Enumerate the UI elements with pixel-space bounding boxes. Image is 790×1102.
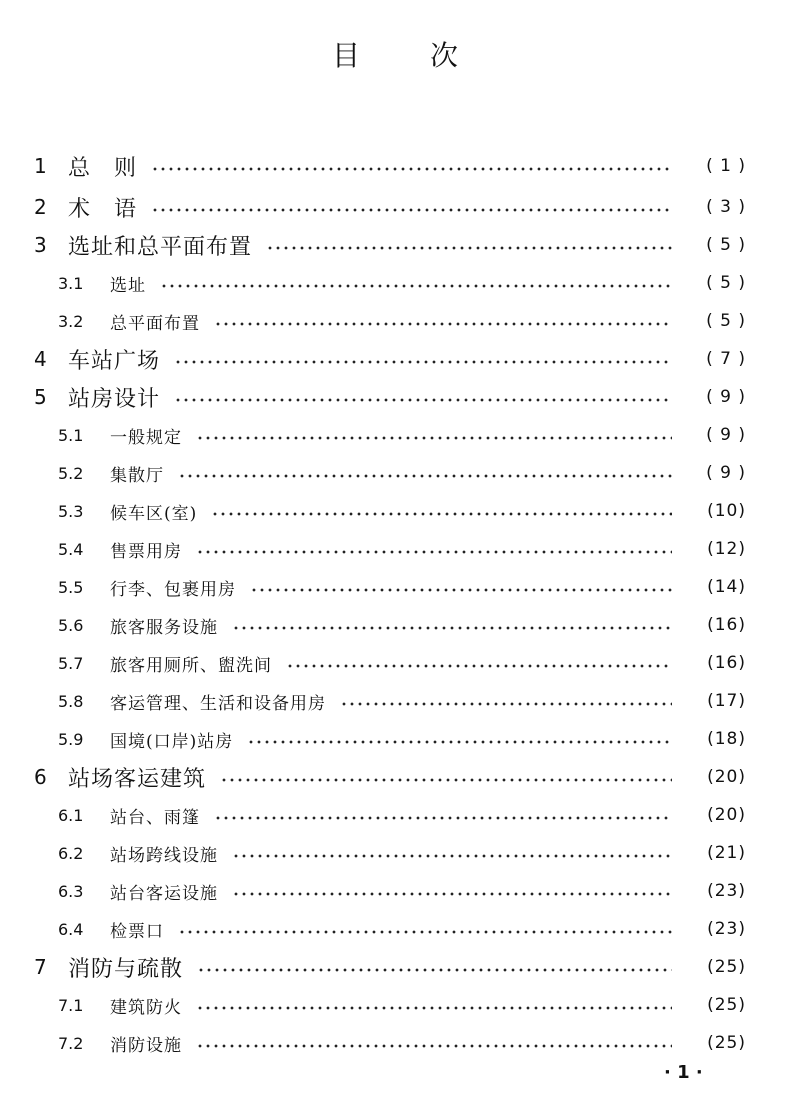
toc-entry-number: 7 — [34, 955, 47, 979]
toc-entry-title: 站房设计 — [68, 386, 161, 412]
toc-entry[interactable] — [0, 340, 790, 378]
toc-entry[interactable] — [0, 530, 790, 568]
toc-entry-number: 6.1 — [58, 805, 84, 825]
dot-leader — [196, 436, 672, 440]
toc-entry-heading — [0, 952, 183, 983]
toc-entry-heading — [0, 230, 252, 261]
toc-entry-title: 行李、包裹用房 — [110, 579, 236, 600]
dot-leader — [196, 1044, 672, 1048]
toc-entry-page: (20) — [707, 767, 746, 787]
dot-leader — [197, 968, 672, 972]
toc-entry-number: 3.1 — [58, 273, 84, 293]
toc-entry-heading — [0, 841, 218, 866]
toc-entry-number: 3.2 — [58, 311, 84, 331]
toc-entry[interactable] — [0, 720, 790, 758]
toc-entry-page: (16) — [707, 615, 746, 635]
toc-entry[interactable] — [0, 986, 790, 1024]
toc-entry[interactable] — [0, 568, 790, 606]
toc-entry-title: 站台、雨篷 — [110, 807, 200, 828]
toc-entry[interactable] — [0, 1024, 790, 1062]
toc-entry-page: (14) — [707, 577, 746, 597]
toc-entry-number: 5.5 — [58, 577, 84, 597]
toc-entry-heading — [0, 993, 182, 1018]
toc-entry-page: (25) — [707, 957, 746, 977]
toc-entry-number: 2 — [34, 195, 47, 219]
toc-entry-title: 旅客服务设施 — [110, 617, 218, 638]
toc-entry-heading — [0, 423, 182, 448]
toc-entry-page: (17) — [707, 691, 746, 711]
toc-entry-heading — [0, 803, 200, 828]
dot-leader — [247, 740, 672, 744]
toc-entry-title: 候车区(室) — [110, 503, 198, 524]
toc-entry[interactable] — [0, 796, 790, 834]
toc-entry-heading — [0, 727, 233, 752]
toc-entry-number: 5.7 — [58, 653, 84, 673]
toc-entry-title: 选址 — [110, 275, 146, 296]
toc-entry-page: ( 1 ) — [706, 156, 746, 176]
toc-entry-title: 旅客用厕所、盥洗间 — [110, 655, 272, 676]
toc-entry-page: (25) — [707, 995, 746, 1015]
toc-entry[interactable] — [0, 758, 790, 796]
toc-entry[interactable] — [0, 948, 790, 986]
toc-entry[interactable] — [0, 264, 790, 302]
toc-entry-page: (23) — [707, 881, 746, 901]
toc-entry[interactable] — [0, 226, 790, 264]
dot-leader — [220, 778, 672, 782]
toc-entry-heading — [0, 613, 218, 638]
toc-entry-number: 3 — [34, 233, 47, 257]
toc-entry[interactable] — [0, 416, 790, 454]
toc-entry-heading — [0, 499, 197, 524]
dot-leader — [340, 702, 672, 706]
dot-leader — [178, 930, 672, 934]
dot-leader — [232, 626, 672, 630]
toc-entry-title: 集散厅 — [110, 465, 164, 486]
dot-leader — [178, 474, 672, 478]
toc-entry-page: ( 5 ) — [706, 273, 746, 293]
toc-entry[interactable] — [0, 454, 790, 492]
toc-entry[interactable] — [0, 378, 790, 416]
dot-leader — [174, 360, 672, 364]
dot-leader — [266, 246, 672, 250]
toc-entry-title: 客运管理、生活和设备用房 — [110, 693, 326, 714]
toc-entry-number: 5.3 — [58, 501, 84, 521]
toc-entry-heading — [0, 151, 137, 182]
dot-leader — [232, 892, 672, 896]
dot-leader — [250, 588, 672, 592]
toc-entry-heading — [0, 917, 164, 942]
toc-entry-title: 总 则 — [68, 155, 138, 181]
title-char-2: 次 — [430, 39, 459, 72]
toc-entry-page: (21) — [707, 843, 746, 863]
toc-entry-number: 5.6 — [58, 615, 84, 635]
toc-entry-title: 总平面布置 — [110, 313, 200, 334]
toc-entry-number: 7.1 — [58, 995, 84, 1015]
toc-entry-title: 站场客运建筑 — [68, 766, 207, 792]
toc-entry-number: 7.2 — [58, 1033, 84, 1053]
toc-entry-heading — [0, 461, 164, 486]
toc-entry-title: 站场跨线设施 — [110, 845, 218, 866]
toc-entry[interactable] — [0, 682, 790, 720]
toc-entry-page: (25) — [707, 1033, 746, 1053]
toc-entry-number: 4 — [34, 347, 47, 371]
toc-entry-page: ( 5 ) — [706, 311, 746, 331]
dot-leader — [174, 398, 672, 402]
toc-entry[interactable] — [0, 302, 790, 340]
toc-entry-title: 检票口 — [110, 921, 164, 942]
toc-entry-number: 5.1 — [58, 425, 84, 445]
toc-entry-title: 消防与疏散 — [68, 956, 184, 982]
toc-entry-page: ( 5 ) — [706, 235, 746, 255]
toc-entry-title: 车站广场 — [68, 348, 161, 374]
toc-entry-title: 术 语 — [68, 196, 138, 222]
dot-leader — [232, 854, 672, 858]
toc-entry-heading — [0, 344, 160, 375]
toc-entry-heading — [0, 575, 236, 600]
toc-entry-page: (10) — [707, 501, 746, 521]
toc-entry[interactable] — [0, 606, 790, 644]
toc-entry-heading — [0, 309, 200, 334]
dot-leader — [214, 816, 672, 820]
toc-entry-number: 5 — [34, 385, 47, 409]
toc-entry-page: (16) — [707, 653, 746, 673]
toc-entry-number: 5.9 — [58, 729, 84, 749]
toc-entry-title: 国境(口岸)站房 — [110, 731, 234, 752]
toc-entry-heading — [0, 192, 137, 223]
dot-leader — [160, 284, 672, 288]
toc-entry[interactable] — [0, 872, 790, 910]
toc-entry-number: 6 — [34, 765, 47, 789]
toc-entry-number: 5.8 — [58, 691, 84, 711]
toc-entry-page: (23) — [707, 919, 746, 939]
toc-entry-page: (12) — [707, 539, 746, 559]
toc-entry-heading — [0, 271, 146, 296]
toc-entry-heading — [0, 651, 272, 676]
toc-entry-number: 6.3 — [58, 881, 84, 901]
toc-entry-heading — [0, 879, 218, 904]
toc-entry-number: 6.2 — [58, 843, 84, 863]
toc-entry-page: ( 9 ) — [706, 387, 746, 407]
toc-entry-title: 一般规定 — [110, 427, 182, 448]
toc-entry-heading — [0, 762, 206, 793]
toc-entry[interactable] — [0, 492, 790, 530]
toc-entry-heading — [0, 1031, 182, 1056]
toc-entry[interactable] — [0, 188, 790, 226]
toc-entry-number: 5.4 — [58, 539, 84, 559]
toc-entry-number: 1 — [34, 154, 47, 178]
dot-leader — [196, 1006, 672, 1010]
page-number: · 1 · — [664, 1062, 703, 1083]
dot-leader — [214, 322, 672, 326]
toc-entry-page: ( 9 ) — [706, 463, 746, 483]
dot-leader — [211, 512, 672, 516]
dot-leader — [151, 208, 672, 212]
dot-leader — [286, 664, 672, 668]
toc-entry[interactable] — [0, 910, 790, 948]
toc-entry-heading — [0, 689, 326, 714]
toc-entry-heading — [0, 537, 182, 562]
title-char-1: 目 — [331, 39, 360, 72]
toc-entry[interactable] — [0, 834, 790, 872]
toc-entry-page: ( 3 ) — [706, 197, 746, 217]
toc-entry-title: 消防设施 — [110, 1035, 182, 1056]
toc-entry-page: ( 9 ) — [706, 425, 746, 445]
toc-entry[interactable] — [0, 147, 790, 185]
toc-entry-number: 6.4 — [58, 919, 84, 939]
page-title — [0, 34, 790, 74]
toc-entry-page: (20) — [707, 805, 746, 825]
toc-entry-title: 选址和总平面布置 — [68, 234, 253, 260]
toc-entry-title: 建筑防火 — [110, 997, 182, 1018]
toc-entry-heading — [0, 382, 160, 413]
toc-entry-page: (18) — [707, 729, 746, 749]
dot-leader — [151, 167, 672, 171]
toc-entry-title: 售票用房 — [110, 541, 182, 562]
toc-entry[interactable] — [0, 644, 790, 682]
toc-entry-page: ( 7 ) — [706, 349, 746, 369]
dot-leader — [196, 550, 672, 554]
toc-entry-number: 5.2 — [58, 463, 84, 483]
toc-entry-title: 站台客运设施 — [110, 883, 218, 904]
